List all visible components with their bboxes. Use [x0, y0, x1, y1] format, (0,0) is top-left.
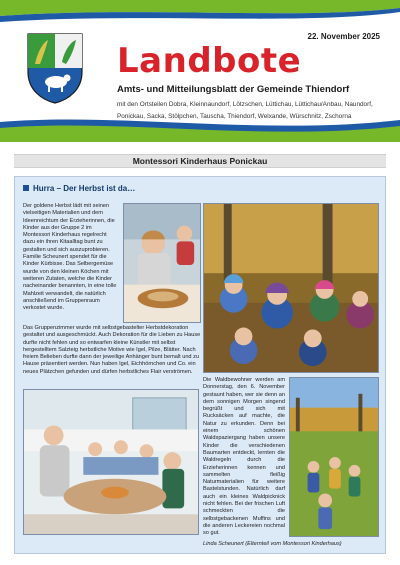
article-title	[23, 184, 135, 193]
issue-date: 22. November 2025	[307, 32, 380, 41]
article-paragraph-1: Der goldene Herbst lädt mit seinen vielseitigen Materialien und dem Ideenreichtum der Erzieherinnen, die Kinder aus der Gruppe 2 im Montessori Kinderhaus regelrecht dazu ein ihren Kitaalltag bunt zu gestalten und sich auszuprobieren. Familie Scheunert spendet für die Kinder Kürbisse. Das Selbergemüse wurde von den kleinen Köchen mit weiteren Zutaten, welche die Kinder nacheinander benannten, in eine tolle Mahlzeit verwandelt, die natürlich anschließend im Gruppenraum verkostet wurde.	[23, 203, 117, 312]
masthead-title: Landbote	[117, 41, 302, 81]
article-paragraph-2: Das Gruppenzimmer wurde mit selbstgebastelter Herbstdekoration gestaltet und ausgeschmückt. Auch Dekoration für die Lieben zu Hause durfte nicht fehlen und so entwarfen kleine Künstler mit selbst hergestelltem Salzteig herbstliche Motive wie Igel, Pilze, Blätter. Nach freiem Belieben durfte dann der jeweilige Anhänger bunt bemalt und zu Hause präsentiert werden. Nun haben Igel, Eichhörnchen und Co. ein neues Plätzchen gefunden und dürfen herbstliches Flair verströmen.	[23, 325, 201, 375]
photo-baking-children	[123, 203, 201, 323]
page-header	[0, 0, 400, 142]
photo-kitchen-table	[23, 389, 199, 535]
photo-forest-walk	[289, 377, 379, 537]
photo-autumn-picnic	[203, 203, 379, 373]
coat-of-arms-icon	[26, 32, 84, 104]
masthead-subtitle: Amts- und Mitteilungsblatt der Gemeinde Thiendorf	[117, 84, 350, 95]
article-credit: Linda Scheunert (Elternteil vom Montessori Kinderhaus)	[203, 541, 342, 547]
section-title: Montessori Kinderhaus Ponickau	[14, 154, 386, 168]
article-paragraph-3: Die Waldbewohner werden am Donnerstag, den 6. November gestaunt haben, wer sie denn an dem sonnigen Morgen singend begrüßt und sich mit Rucksäcken auf machte, die Natur zu erkunden. Denn bei einem schönen Waldspaziergang haben unsere Kinder die verschiedenen Baumarten entdeckt, lernten die Waldregeln durch die Erzieherinnen kennen und sammelten fleißig Naturmaterialien für weitere Bastelstunden. Natürlich darf auch ein kleines Waldpicknick nicht fehlen. Bei der frischen Luft schmeckten die selbstgebackenen Muffins und die anderen Leckereien nochmal so gut.	[203, 377, 285, 537]
village-list: mit den Ortsteilen Dobra, Kleinnaundorf, Lötzschen, Lüttichau, Lüttichau/Anbau, Naundorf, Ponickau, Sacka, Stölpchen, Tauscha, Thiendorf, Welxande, Würschnitz, Zschorna	[117, 101, 373, 120]
bullet-square-icon	[23, 185, 29, 191]
article-box	[14, 176, 386, 554]
article-title-text: Hurra – Der Herbst ist da…	[33, 184, 136, 193]
